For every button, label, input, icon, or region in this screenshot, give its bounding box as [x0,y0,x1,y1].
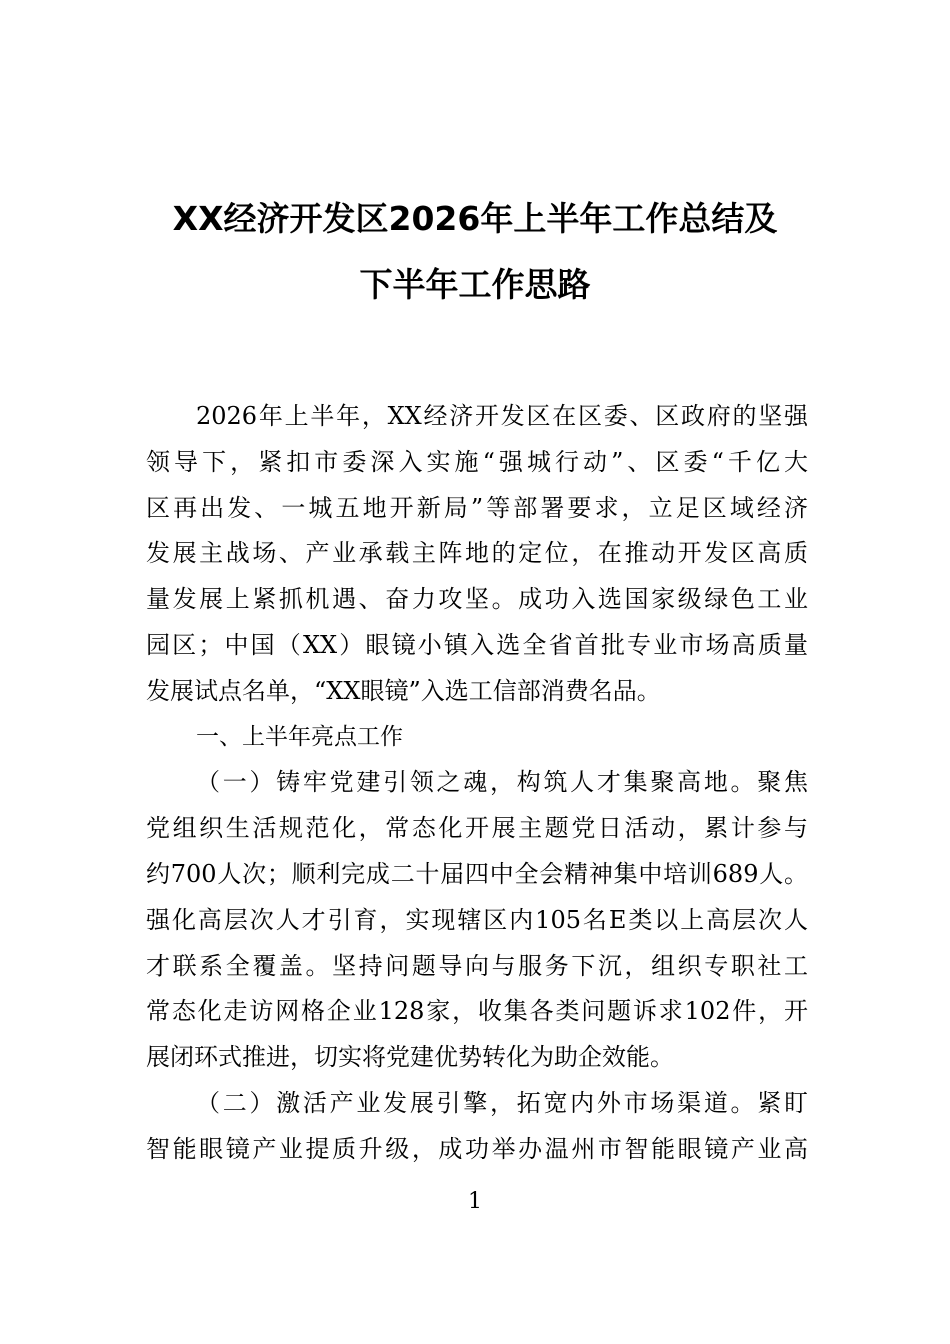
subsection-1-line: 党组织生活规范化，常态化开展主题党日活动，累计参与 [146,814,808,843]
subsection-1-line: 强化高层次人才引育，实现辖区内105名E类以上高层次人 [146,905,808,934]
section-heading: 一、上半年亮点工作 [196,723,403,750]
intro-line: 区再出发、一城五地开新局”等部署要求，立足区域经济 [146,493,808,522]
subsection-1-line: 常态化走访网格企业128家，收集各类问题诉求102件，开 [146,997,808,1026]
subsection-1-line: （一）铸牢党建引领之魂，构筑人才集聚高地。聚焦 [196,768,808,797]
intro-line: 领导下，紧扣市委深入实施“强城行动”、区委“千亿大 [146,447,808,476]
intro-line: 发展试点名单，“XX眼镜”入选工信部消费名品。 [146,676,661,705]
intro-line: 发展主战场、产业承载主阵地的定位，在推动开发区高质 [146,539,808,568]
intro-line: 园区；中国（XX）眼镜小镇入选全省首批专业市场高质量 [146,630,808,659]
subsection-2-line: 智能眼镜产业提质升级，成功举办温州市智能眼镜产业高 [146,1134,808,1163]
intro-line: 2026年上半年，XX经济开发区在区委、区政府的坚强 [196,402,808,430]
document-title-line-2: 下半年工作思路 [359,265,591,304]
subsection-1-line: 才联系全覆盖。坚持问题导向与服务下沉，组织专职社工 [146,951,808,980]
subsection-1-line: 约700人次；顺利完成二十届四中全会精神集中培训689人。 [146,859,808,888]
document-body [146,394,808,1173]
subsection-1-line: 展闭环式推进，切实将党建优势转化为助企效能。 [146,1043,674,1072]
page-number: 1 [468,1189,482,1214]
subsection-2-line: （二）激活产业发展引擎，拓宽内外市场渠道。紧盯 [196,1088,808,1117]
document-title-line-1: XX经济开发区2026年上半年工作总结及 [172,199,778,238]
intro-line: 量发展上紧抓机遇、奋力攻坚。成功入选国家级绿色工业 [146,585,808,614]
